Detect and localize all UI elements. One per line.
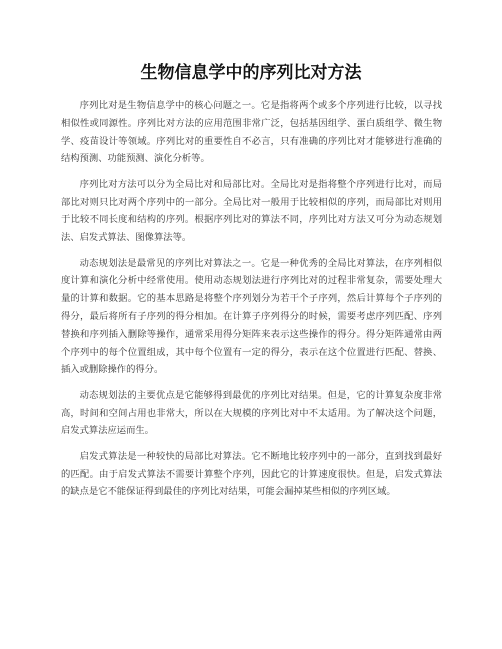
paragraph-5: 启发式算法是一种较快的局部比对算法。它不断地比较序列中的一部分，直到找到最好的匹配。由于启发式算法不需要计算整个序列，因此它的计算速度很快。但是，启发式算法的缺点是它不能保证得到最佳的序列比对结果，可能会漏掉某些相似的序列区域。 [61, 450, 442, 498]
paragraph-4: 动态规划法的主要优点是它能够得到最优的序列比对结果。但是，它的计算复杂度非常高，时间和空间占用也非常大，所以在大规模的序列比对中不太适用。为了解决这个问题，启发式算法应运而生。 [61, 389, 442, 437]
paragraph-1: 序列比对是生物信息学中的核心问题之一。它是指将两个或多个序列进行比较，以寻找相似性或同源性。序列比对方法的应用范围非常广泛，包括基因组学、蛋白质组学、微生物学、疫苗设计等领域。序列比对的重要性自不必言，只有准确的序列比对才能够进行准确的结构预测、功能预测、演化分析等。 [61, 100, 442, 165]
paragraph-2: 序列比对方法可以分为全局比对和局部比对。全局比对是指将整个序列进行比对，而局部比对则只比对两个序列中的一部分。全局比对一般用于比较相似的序列，而局部比对则用于比较不同长度和结构的序列。根据序列比对的算法不同，序列比对方法又可分为动态规划法、启发式算法、图像算法等。 [61, 178, 442, 244]
paragraph-3: 动态规划法是最常见的序列比对算法之一。它是一种优秀的全局比对算法，在序列相似度计算和演化分析中经常使用。使用动态规划法进行序列比对的过程非常复杂，需要处理大量的计算和数据。它的基本思路是将整个序列划分为若干个子序列，然后计算每个子序列的得分，最后将所有子序列的得分相加。在计算子序列得分的时候，需要考虑序列匹配、序列替换和序列插入删除等操作，通常采用得分矩阵来表示这些操作的得分。得分矩阵通常由两个序列中的每个位置组成，其中每个位置有一定的得分，表示在这个位置进行匹配、替换、插入或删除操作的得分。 [61, 257, 442, 376]
document-body [61, 97, 442, 509]
document-title: 生物信息学中的序列比对方法 [140, 63, 362, 83]
